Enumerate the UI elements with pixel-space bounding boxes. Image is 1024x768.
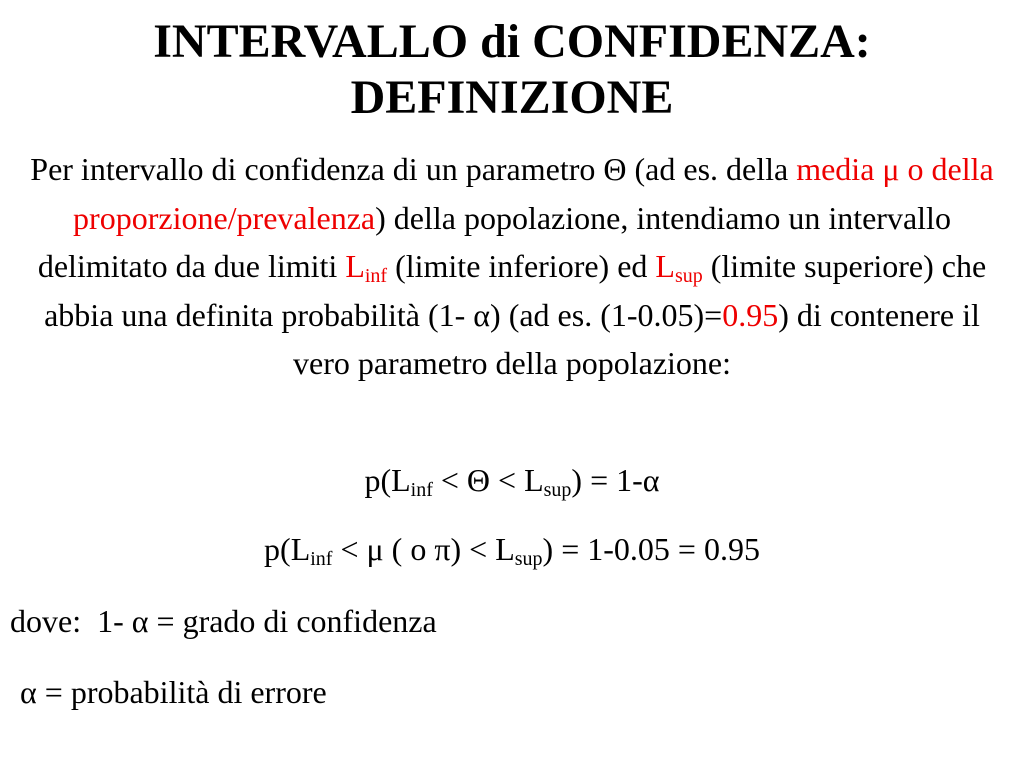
- para-text-4: (limite superiore) che abbia una definita probabilità (1- α) (ad es. (1-0.05)=: [44, 248, 987, 333]
- l-sup-subscript: sup: [674, 265, 703, 287]
- note-confidence-level: dove: 1- α = grado di confidenza: [10, 603, 437, 639]
- l-inf-subscript: inf: [364, 265, 388, 287]
- title-line-2: DEFINIZIONE: [350, 71, 674, 124]
- para-text-5: ) di contenere il vero parametro della popolazione:: [292, 296, 980, 381]
- formula-theta: $p(L_{inf} < \Theta < L_{sup}) = 1-\alpha$: [364, 462, 660, 501]
- slide-title: [0, 14, 1024, 126]
- l-inf-symbol: $L_{inf}$: [345, 248, 388, 287]
- para-text-3: (limite inferiore) ed: [387, 248, 656, 284]
- formula-theta-sub-sup: sup: [543, 479, 572, 501]
- formula-mu-sub-sup: sup: [514, 548, 543, 570]
- para-text-1: Per intervallo di confidenza di un parametro Θ (ad es. della: [30, 151, 797, 187]
- para-highlight-095: 0.95: [722, 296, 779, 333]
- formula-mu-sub-inf: inf: [310, 548, 333, 570]
- formula-mu-pi: $p(L_{inf} < \mu$ ( o $\pi) < L_{sup}) = 1-0.05 = 0.95$: [264, 531, 760, 570]
- para-text-2: ) della popolazione, intendiamo un intervallo delimitato da due limiti: [37, 199, 951, 284]
- formula-theta-sub-inf: inf: [410, 479, 433, 501]
- note-error-probability: α = probabilità di errore: [20, 674, 327, 710]
- definition-paragraph: [24, 145, 1000, 388]
- title-line-1: INTERVALLO di CONFIDENZA:: [153, 15, 871, 68]
- l-sup-symbol: $L_{sup}$: [655, 248, 703, 287]
- para-highlight-media: media μ o della proporzione/prevalenza: [73, 151, 994, 236]
